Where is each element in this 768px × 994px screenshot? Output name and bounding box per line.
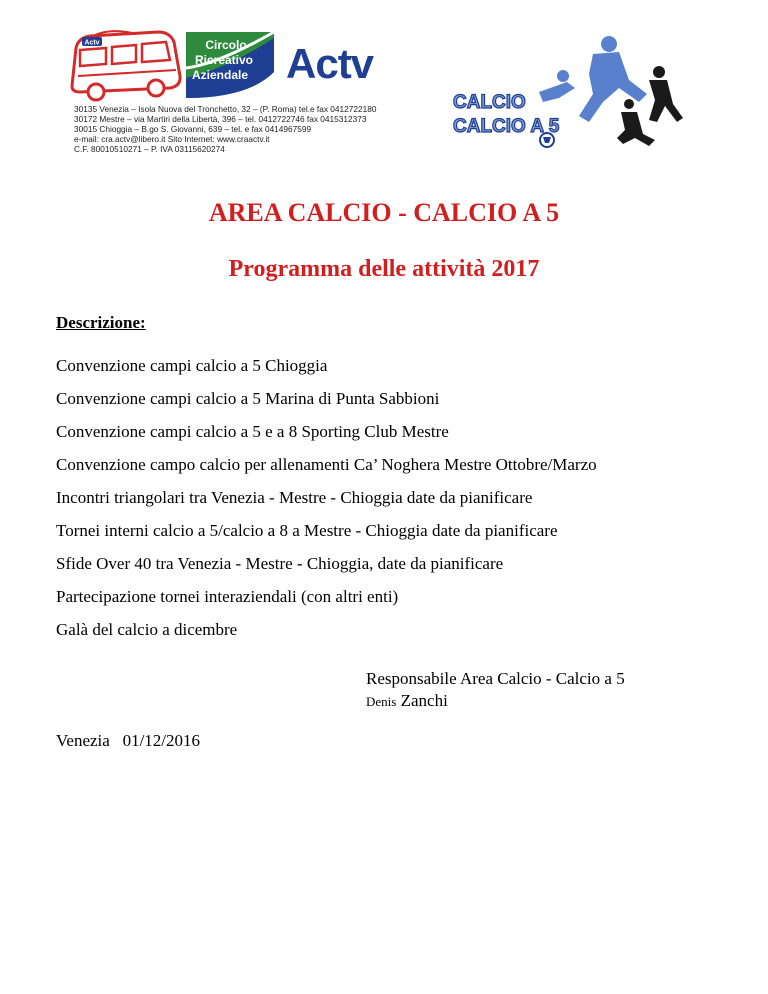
actv-logo-text: Actv (286, 40, 374, 87)
page-title: AREA CALCIO - CALCIO A 5 (208, 198, 560, 227)
contact-line-email: e-mail: cra.actv@libero.it Sito Internet: www.craactv.it (74, 134, 270, 144)
circolo-line-2: Ricreativo (194, 53, 254, 67)
actv-logo (286, 38, 398, 90)
activity-list (56, 356, 597, 653)
calcio-logo-line-1: CALCIO (453, 92, 526, 113)
calcio-logo-line-2: CALCIO A 5 (453, 116, 560, 137)
date-line (56, 731, 200, 751)
activity-item: Galà del calcio a dicembre (56, 620, 238, 639)
activity-item: Incontri triangolari tra Venezia - Mestre - Chioggia date da pianificare (56, 488, 533, 507)
signature-role: Responsabile Area Calcio - Calcio a 5 (366, 669, 625, 688)
signature-name (366, 690, 625, 713)
circolo-line-3: Aziendale (191, 68, 249, 82)
bus-logo-icon (66, 28, 186, 102)
calcio-logo-icon (443, 32, 685, 152)
signature-last-name: Zanchi (400, 691, 448, 710)
activity-item: Convenzione campi calcio a 5 Chioggia (56, 356, 328, 375)
circolo-line-1: Circolo (205, 38, 247, 52)
activity-item: Tornei interni calcio a 5/calcio a 8 a Mestre - Chioggia date da pianificare (56, 521, 558, 540)
activity-item: Partecipazione tornei interaziendali (con altri enti) (56, 587, 399, 606)
contact-line-venezia: 30135 Venezia – Isola Nuova del Tronchetto, 32 – (P. Roma) tel.e fax 0412722180 (74, 104, 377, 114)
signature-block (366, 668, 625, 713)
circolo-logo-icon (178, 28, 278, 102)
date-value: 01/12/2016 (122, 731, 201, 750)
description-label: Descrizione: (56, 313, 146, 332)
letterhead-logos (66, 26, 396, 104)
activity-item: Convenzione campi calcio a 5 Marina di Punta Sabbioni (56, 389, 440, 408)
contact-line-mestre: 30172 Mestre – via Martiri della Libertà, 396 – tel. 0412722746 fax 0415312373 (74, 114, 367, 124)
activity-item: Convenzione campi calcio a 5 e a 8 Sporting Club Mestre (56, 422, 449, 441)
page-subtitle: Programma delle attività 2017 (228, 256, 540, 282)
bus-badge-text: Actv (84, 39, 100, 47)
letterhead-contact (74, 104, 404, 154)
signature-first-name: Denis (366, 694, 397, 709)
date-place: Venezia (56, 731, 110, 750)
letterhead (66, 26, 396, 156)
contact-line-chioggia: 30015 Chioggia – B.go S. Giovanni, 639 – tel. e fax 0414967599 (74, 124, 312, 134)
activity-item: Convenzione campo calcio per allenamenti Ca’ Noghera Mestre Ottobre/Marzo (56, 455, 597, 474)
contact-line-fiscal: C.F. 80010510271 – P. IVA 03115620274 (74, 144, 225, 154)
activity-item: Sfide Over 40 tra Venezia - Mestre - Chioggia, date da pianificare (56, 554, 504, 573)
